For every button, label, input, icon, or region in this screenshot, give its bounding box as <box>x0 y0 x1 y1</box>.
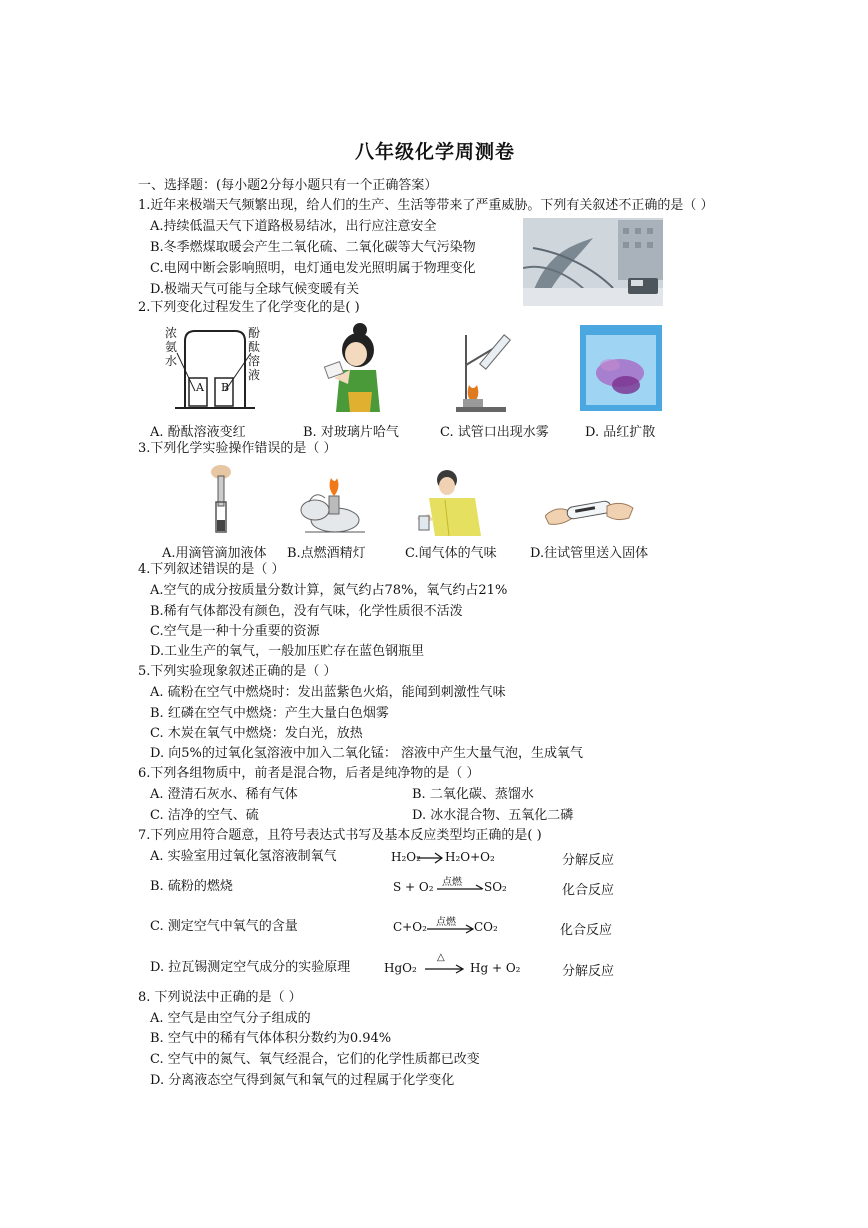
q5-option-b: B. 红磷在空气中燃烧：产生大量白色烟雾 <box>150 706 389 721</box>
q7-d-type: 分解反应 <box>562 964 615 979</box>
q2-caption-a: A. 酚酞溶液变红 <box>150 425 246 440</box>
girl-breathing-on-glass-figure <box>320 322 390 414</box>
q7-b-product: SO₂ <box>484 880 507 894</box>
q7-a-product: H₂O+O₂ <box>445 850 495 864</box>
q8-option-d: D. 分离液态空气得到氮气和氧气的过程属于化学变化 <box>150 1073 455 1088</box>
q7-c-condition: 点燃 <box>436 917 456 928</box>
icy-road-photo <box>523 218 663 306</box>
q1-option-d: D.极端天气可能与全球气候变暖有关 <box>150 282 360 297</box>
q1-option-c: C.电网中断会影响照明，电灯通电发光照明属于物理变化 <box>150 261 476 276</box>
q4-option-a: A.空气的成分按质量分数计算，氮气约占78%，氧气约占21% <box>150 583 508 598</box>
q7-option-a-label: A. 实验室用过氧化氢溶液制氧气 <box>150 849 337 864</box>
q3-caption-a: A.用滴管滴加液体 <box>162 546 267 561</box>
question-4-stem: 4.下列叙述错误的是（ ） <box>138 562 285 577</box>
question-1-stem: 1.近年来极端天气频繁出现，给人们的生产、生活等带来了严重威胁。下列有关叙述不正确的是（ ） <box>138 198 714 213</box>
beaker-a-label: A <box>196 381 204 394</box>
q7-d-arrow <box>424 964 464 974</box>
q8-option-b: B. 空气中的稀有气体体积分数约为0.94% <box>150 1031 392 1046</box>
label-ammonia: 浓氨水 <box>165 326 178 368</box>
q1-option-b: B.冬季燃煤取暖会产生二氧化硫、二氧化碳等大气污染物 <box>150 240 476 255</box>
q4-option-d: D.工业生产的氧气，一般加压贮存在蓝色钢瓶里 <box>150 644 425 659</box>
alcohol-lamp-figure <box>295 470 367 536</box>
q7-d-reactant: HgO₂ <box>384 961 417 975</box>
magenta-diffusion-photo <box>580 325 662 411</box>
q7-option-c-label: C. 测定空气中氧气的含量 <box>150 919 298 934</box>
question-3-stem: 3.下列化学实验操作错误的是（ ） <box>138 441 337 456</box>
question-7-stem: 7.下列应用符合题意，且符号表达式书写及基本反应类型均正确的是( ) <box>138 828 542 843</box>
q7-c-arrow <box>426 924 474 934</box>
question-5-stem: 5.下列实验现象叙述正确的是（ ） <box>138 664 337 679</box>
q3-caption-d: D.往试管里送入固体 <box>530 546 649 561</box>
q7-a-reactant: H₂O₂ <box>391 850 421 864</box>
q2-caption-b: B. 对玻璃片哈气 <box>303 425 399 440</box>
q5-option-a: A. 硫粉在空气中燃烧时：发出蓝紫色火焰，能闻到刺激性气味 <box>150 685 506 700</box>
question-6-stem: 6.下列各组物质中，前者是混合物，后者是纯净物的是（ ） <box>138 766 480 781</box>
page-title: 八年级化学周测卷 <box>355 141 516 163</box>
section-heading: 一、选择题：(每小题2分每小题只有一个正确答案） <box>138 178 438 193</box>
q5-option-c: C. 木炭在氧气中燃烧：发白光，放热 <box>150 726 363 741</box>
q7-b-reactant: S + O₂ <box>393 880 434 894</box>
q7-b-condition: 点燃 <box>442 877 462 888</box>
q8-option-c: C. 空气中的氮气、氧气经混合，它们的化学性质都已改变 <box>150 1052 480 1067</box>
q7-c-product: CO₂ <box>474 920 498 934</box>
dropper-figure <box>205 464 237 536</box>
q4-option-b: B.稀有气体都没有颜色，没有气味，化学性质很不活泼 <box>150 604 463 619</box>
q7-c-type: 化合反应 <box>560 923 613 938</box>
q4-option-c: C.空气是一种十分重要的资源 <box>150 624 320 639</box>
q8-option-a: A. 空气是由空气分子组成的 <box>150 1011 311 1026</box>
q2-caption-d: D. 品红扩散 <box>585 425 656 440</box>
q3-caption-b: B.点燃酒精灯 <box>287 546 366 561</box>
q6-option-b: B. 二氧化碳、蒸馏水 <box>412 787 534 802</box>
smelling-gas-figure <box>415 468 495 538</box>
q7-a-arrow <box>416 852 444 864</box>
q7-option-d-label: D. 拉瓦锡测定空气成分的实验原理 <box>150 960 351 975</box>
question-2-stem: 2.下列变化过程发生了化学变化的是( ) <box>138 300 360 315</box>
q7-d-product: Hg + O₂ <box>470 961 521 975</box>
q7-d-condition: △ <box>437 952 445 963</box>
heating-test-tube-figure <box>451 325 525 415</box>
q6-option-d: D. 冰水混合物、五氧化二磷 <box>412 808 574 823</box>
q2-caption-c: C. 试管口出现水雾 <box>440 425 549 440</box>
label-phenolphthalein: 酚酞溶液 <box>248 326 261 382</box>
q6-option-a: A. 澄清石灰水、稀有气体 <box>150 787 298 802</box>
q5-option-d: D. 向5%的过氧化氢溶液中加入二氧化锰： 溶液中产生大量气泡，生成氧气 <box>150 746 583 761</box>
test-tube-solid-figure <box>545 486 635 536</box>
q7-a-type: 分解反应 <box>562 853 615 868</box>
q7-option-b-label: B. 硫粉的燃烧 <box>150 879 233 894</box>
question-8-stem: 8. 下列说法中正确的是（ ） <box>138 990 302 1005</box>
q7-b-type: 化合反应 <box>562 883 615 898</box>
q7-b-arrow <box>436 884 484 894</box>
beaker-b-label: B <box>221 381 230 394</box>
q1-option-a: A.持续低温天气下道路极易结冰，出行应注意安全 <box>150 219 437 234</box>
q6-option-c: C. 洁净的空气、硫 <box>150 808 259 823</box>
q7-c-reactant: C+O₂ <box>393 920 427 934</box>
q3-caption-c: C.闻气体的气味 <box>405 546 497 561</box>
